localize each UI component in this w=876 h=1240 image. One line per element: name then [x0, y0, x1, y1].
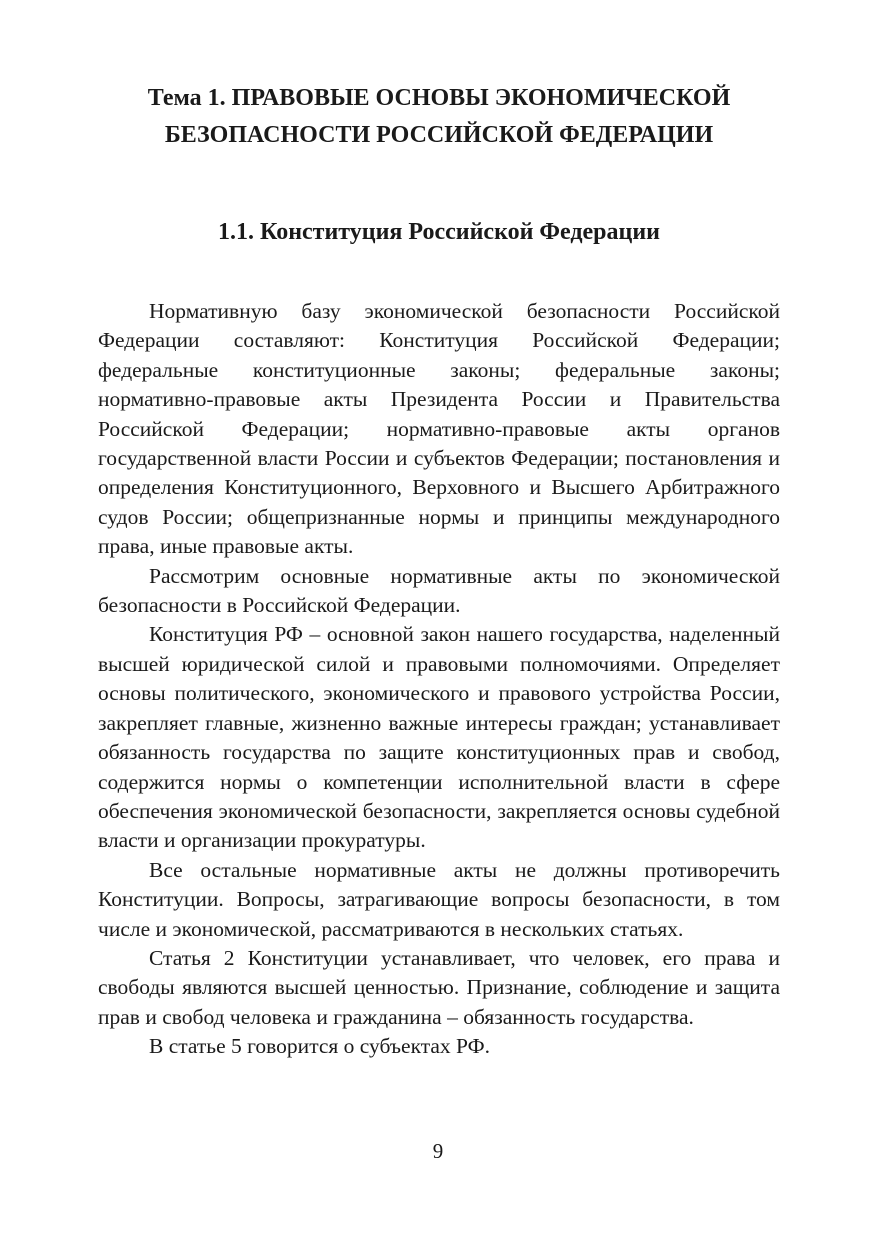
chapter-title — [98, 80, 780, 154]
chapter-title-line-1: Тема 1. ПРАВОВЫЕ ОСНОВЫ ЭКОНОМИЧЕСКОЙ — [147, 85, 731, 111]
body-text — [98, 297, 780, 1062]
section-title: 1.1. Конституция Российской Федерации — [217, 219, 660, 245]
paragraph-article-2: Статья 2 Конституции устанавливает, что человек, его права и свободы являются высшей ценностью. Признание, соблюдение и защита прав и свобод человека и гражданина – обязанность государства. — [98, 945, 780, 1029]
paragraph-normative-base: Нормативную базу экономической безопасности Российской Федерации составляют: Конституция Российской Федерации; федеральные конституционные законы; федеральные законы; нормативно-правовые акты Президента России и Правительства Российской Федерации; нормативно-правовые акты органов государственной власти России и субъектов Федерации; постановления и определения Конституционного, Верховного и Высшего Арбитражного судов России; общепризнанные нормы и принципы международного права, иные правовые акты. — [98, 299, 780, 559]
paragraph-consider-acts: Рассмотрим основные нормативные акты по экономической безопасности в Российской Федерации. — [98, 563, 780, 618]
chapter-title-line-2: БЕЗОПАСНОСТИ РОССИЙСКОЙ ФЕДЕРАЦИИ — [164, 122, 714, 148]
page-content — [98, 80, 780, 1062]
page-number: 9 — [432, 1139, 444, 1163]
paragraph-constitution: Конституция РФ – основной закон нашего государства, наделенный высшей юридической силой и правовыми полномочиями. Определяет основы политического, экономического и правового устройства России, закрепляет главные, жизненно важные интересы граждан; устанавливает обязанность государства по защите конституционных прав и свобод, содержится нормы о компетенции исполнительной власти в сфере обеспечения экономической безопасности, закрепляется основы судебной власти и организации прокуратуры. — [98, 622, 780, 853]
paragraph-other-acts: Все остальные нормативные акты не должны противоречить Конституции. Вопросы, затрагивающие вопросы безопасности, в том числе и экономической, рассматриваются в нескольких статьях. — [98, 857, 780, 941]
paragraph-article-5: В статье 5 говорится о субъектах РФ. — [149, 1034, 491, 1059]
